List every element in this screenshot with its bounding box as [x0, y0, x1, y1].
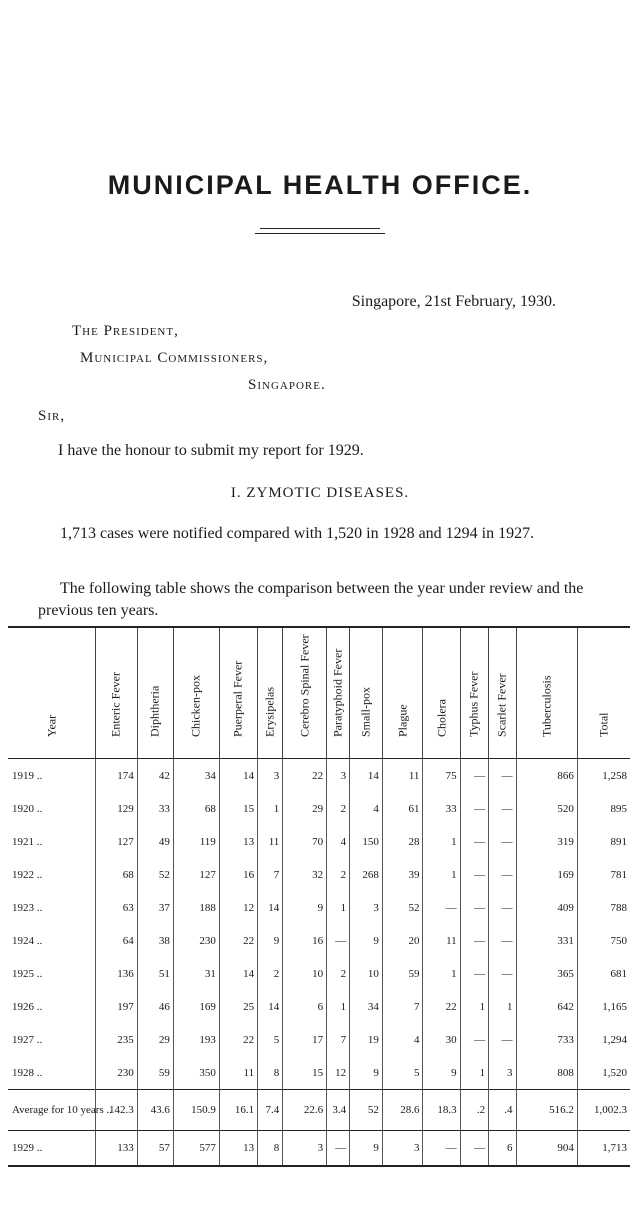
table-cell: 1 [258, 792, 283, 825]
row-label: 1919 .. [8, 759, 96, 793]
table-cell: 3 [350, 891, 383, 924]
table-cell: 14 [350, 759, 383, 793]
table-cell: — [489, 759, 516, 793]
table-cell: 1,520 [602, 1066, 627, 1079]
table-cell: 9 [350, 1056, 383, 1090]
table-cell: 2 [327, 792, 350, 825]
zymotic-diseases-table [8, 626, 630, 1154]
table-cell: 16 [219, 858, 257, 891]
table-cell: 129 [96, 792, 138, 825]
table-cell: 9 [350, 1131, 383, 1167]
table-cell: 3 [489, 1056, 516, 1090]
table-cell: 11 [258, 825, 283, 858]
salutation: Sir, [38, 408, 66, 424]
table-cell: 19 [350, 1023, 383, 1056]
table-cell: 174 [96, 759, 138, 793]
row-label: 1928 .. [8, 1056, 96, 1090]
table-cell: 8 [258, 1056, 283, 1090]
column-header-label: Typhus Fever [466, 671, 481, 737]
table-cell: 5 [382, 1056, 423, 1090]
column-header-label: Year [44, 714, 59, 737]
table-cell: 3 [382, 1131, 423, 1167]
table-cell: 169 [516, 858, 577, 891]
table-cell: 895 [610, 802, 627, 815]
table-cell: — [460, 1131, 488, 1167]
table-cell: 13 [219, 1131, 257, 1167]
table-cell: 781 [610, 868, 627, 881]
paragraph-cases: 1,713 cases were notified compared with 1,520 in 1928 and 1294 in 1927. [60, 525, 535, 542]
table-cell: 15 [283, 1056, 327, 1090]
table-cell: 42 [137, 759, 173, 793]
table-cell: 3 [258, 759, 283, 793]
table-cell: 193 [173, 1023, 219, 1056]
table-cell: 51 [137, 957, 173, 990]
table-cell: .4 [489, 1090, 516, 1131]
table-cell: 1,294 [602, 1033, 627, 1046]
table-cell: 5 [258, 1023, 283, 1056]
table-cell: 9 [283, 891, 327, 924]
column-header-label: Cerebro Spinal Fever [297, 634, 312, 737]
table-cell: 7.4 [258, 1090, 283, 1131]
table-cell: 61 [382, 792, 423, 825]
table-cell: 17 [283, 1023, 327, 1056]
table-cell: 169 [173, 990, 219, 1023]
table-cell: 11 [382, 759, 423, 793]
table-cell: — [460, 891, 488, 924]
table-cell: 4 [350, 792, 383, 825]
table-cell: 68 [96, 858, 138, 891]
table-cell: 188 [173, 891, 219, 924]
table-cell: 1 [423, 858, 460, 891]
table-cell: 7 [258, 858, 283, 891]
table-row [8, 891, 630, 924]
table-body [8, 759, 630, 1167]
address-line-1: The President, [72, 323, 179, 339]
table-cell: 9 [350, 924, 383, 957]
column-header [258, 627, 283, 759]
table-cell: 3 [327, 759, 350, 793]
table-cell: 3 [283, 1131, 327, 1167]
table-cell: 22.6 [283, 1090, 327, 1131]
table-cell: 22 [219, 924, 257, 957]
table-row [8, 1023, 630, 1056]
column-header [283, 627, 327, 759]
table-cell: 7 [382, 990, 423, 1023]
page-title: MUNICIPAL HEALTH OFFICE. [107, 170, 533, 200]
table-cell: — [489, 924, 516, 957]
row-label: 1926 .. [8, 990, 96, 1023]
table-cell: 8 [258, 1131, 283, 1167]
table-row [8, 1056, 630, 1090]
row-label: 1929 .. [8, 1131, 96, 1167]
column-header [489, 627, 516, 759]
table-cell: — [460, 759, 488, 793]
table-cell: — [460, 858, 488, 891]
column-header-label: Puerperal Fever [230, 660, 245, 737]
table-cell: — [327, 1131, 350, 1167]
table-cell: 64 [96, 924, 138, 957]
column-header [8, 627, 96, 759]
table-row [8, 792, 630, 825]
table-cell: 235 [96, 1023, 138, 1056]
row-label: 1921 .. [8, 825, 96, 858]
column-header [173, 627, 219, 759]
table-cell: 22 [283, 759, 327, 793]
table-cell: 3.4 [327, 1090, 350, 1131]
table-cell: 150 [350, 825, 383, 858]
table-cell: 14 [219, 759, 257, 793]
title-rule-top [260, 228, 380, 229]
table-cell: 2 [327, 957, 350, 990]
table-cell: 142.3 [96, 1090, 138, 1131]
column-header-label: Chicken-pox [188, 675, 203, 737]
table-cell: 1,258 [602, 769, 627, 782]
table-cell: 75 [423, 759, 460, 793]
table-cell: 1 [460, 990, 488, 1023]
column-header-label: Erysipelas [262, 687, 277, 737]
table-cell: 68 [173, 792, 219, 825]
table-cell: 230 [173, 924, 219, 957]
column-header-label: Cholera [434, 699, 449, 737]
table-cell: 577 [173, 1131, 219, 1167]
table-cell: 1,002.3 [577, 1090, 630, 1131]
table-cell: 33 [423, 792, 460, 825]
column-header-label: Tuberculosis [539, 675, 554, 737]
table-cell: 9 [258, 924, 283, 957]
address-line-3: Singapore. [248, 377, 326, 393]
table-cell: 57 [137, 1131, 173, 1167]
table-cell: 14 [258, 990, 283, 1023]
table-cell: 268 [350, 858, 383, 891]
column-header-label: Total [596, 712, 611, 737]
table-cell: — [423, 1131, 460, 1167]
table-cell: 516.2 [516, 1090, 577, 1131]
table-cell: 1 [327, 990, 350, 1023]
column-header [382, 627, 423, 759]
table-cell: 30 [423, 1023, 460, 1056]
table-cell: 127 [173, 858, 219, 891]
table-cell: 49 [137, 825, 173, 858]
table-cell: 25 [219, 990, 257, 1023]
table-row [8, 990, 630, 1023]
table-cell: 52 [137, 858, 173, 891]
table-cell: 136 [96, 957, 138, 990]
table-cell: 1 [460, 1056, 488, 1090]
table-cell: — [489, 891, 516, 924]
table-cell: — [489, 858, 516, 891]
table-cell: 12 [327, 1056, 350, 1090]
table-cell: 4 [382, 1023, 423, 1056]
table-cell: 230 [96, 1056, 138, 1090]
table-cell: 46 [137, 990, 173, 1023]
table-cell: 808 [516, 1056, 577, 1090]
column-header [516, 627, 577, 759]
paragraph-comparison: The following table shows the comparison between the year under review and the previous ten years. [38, 580, 584, 619]
table-cell: — [460, 825, 488, 858]
column-header [460, 627, 488, 759]
table-cell: 38 [137, 924, 173, 957]
table-cell: 197 [96, 990, 138, 1023]
table-cell: 16 [283, 924, 327, 957]
column-header-label: Plague [395, 704, 410, 737]
table-row [8, 825, 630, 858]
table-cell: 866 [516, 759, 577, 793]
column-header-label: Diphtheria [147, 685, 162, 737]
average-row [8, 1090, 630, 1131]
table-cell: 70 [283, 825, 327, 858]
table-header-row [8, 627, 630, 759]
table-cell: 10 [350, 957, 383, 990]
table-cell: 133 [96, 1131, 138, 1167]
table-cell: 642 [516, 990, 577, 1023]
table-cell: 22 [423, 990, 460, 1023]
table-cell: 6 [489, 1131, 516, 1167]
table-row [8, 924, 630, 957]
table-cell: 12 [219, 891, 257, 924]
table-cell: 7 [327, 1023, 350, 1056]
section-heading: I. ZYMOTIC DISEASES. [230, 485, 410, 501]
table-cell: 2 [327, 858, 350, 891]
row-label: 1920 .. [8, 792, 96, 825]
table-cell: 150.9 [173, 1090, 219, 1131]
letter-date: Singapore, 21st February, 1930. [351, 293, 556, 310]
row-label: 1927 .. [8, 1023, 96, 1056]
table-cell: 22 [219, 1023, 257, 1056]
table-cell: — [460, 924, 488, 957]
row-label: 1923 .. [8, 891, 96, 924]
intro-paragraph: I have the honour to submit my report for 1929. [58, 442, 364, 459]
table-cell: 1 [423, 957, 460, 990]
table-cell: 409 [516, 891, 577, 924]
table-row [8, 858, 630, 891]
table-cell: 733 [516, 1023, 577, 1056]
row-label: 1924 .. [8, 924, 96, 957]
table-cell: 29 [137, 1023, 173, 1056]
column-header [327, 627, 350, 759]
table-cell: 119 [173, 825, 219, 858]
table-cell: 520 [516, 792, 577, 825]
table-cell: 34 [173, 759, 219, 793]
table-cell: 28 [382, 825, 423, 858]
table-cell: 31 [173, 957, 219, 990]
table-cell: — [489, 1023, 516, 1056]
table-cell: 13 [219, 825, 257, 858]
table-cell: 59 [382, 957, 423, 990]
table-cell: 14 [258, 891, 283, 924]
table-cell: 1,713 [577, 1131, 630, 1167]
table-cell: 6 [283, 990, 327, 1023]
table-cell: 1 [423, 825, 460, 858]
table-cell: 43.6 [137, 1090, 173, 1131]
table-cell: 11 [219, 1056, 257, 1090]
row-label: 1925 .. [8, 957, 96, 990]
table-cell: 14 [219, 957, 257, 990]
table-cell: 1,165 [602, 1000, 627, 1013]
table-cell: 4 [327, 825, 350, 858]
table-cell: — [460, 1023, 488, 1056]
table-cell: 750 [610, 934, 627, 947]
table-cell: — [489, 957, 516, 990]
table-cell: 29 [283, 792, 327, 825]
table-cell: 788 [610, 901, 627, 914]
table-cell: .2 [460, 1090, 488, 1131]
table-cell: 39 [382, 858, 423, 891]
table-cell: 350 [173, 1056, 219, 1090]
table-cell: 28.6 [382, 1090, 423, 1131]
table-cell: 18.3 [423, 1090, 460, 1131]
table-cell: 1 [489, 990, 516, 1023]
column-header-label: Small-pox [358, 687, 373, 737]
table-cell: 15 [219, 792, 257, 825]
table-cell: 891 [610, 835, 627, 848]
column-header [423, 627, 460, 759]
table-cell: 9 [423, 1056, 460, 1090]
table-cell: — [327, 924, 350, 957]
column-header-label: Paratyphoid Fever [330, 648, 345, 737]
table-cell: 32 [283, 858, 327, 891]
table-cell: 319 [516, 825, 577, 858]
table-cell: 127 [96, 825, 138, 858]
table-cell: — [423, 891, 460, 924]
table-row [8, 957, 630, 990]
column-header [350, 627, 383, 759]
table-cell: — [460, 792, 488, 825]
table-cell: 20 [382, 924, 423, 957]
table-cell: 34 [350, 990, 383, 1023]
address-line-2: Municipal Commissioners, [80, 350, 269, 366]
current-year-row [8, 1131, 630, 1167]
table-cell: 11 [423, 924, 460, 957]
table-cell: — [489, 792, 516, 825]
row-label: 1922 .. [8, 858, 96, 891]
table-cell: 59 [137, 1056, 173, 1090]
table-cell: 63 [96, 891, 138, 924]
table-cell: 2 [258, 957, 283, 990]
column-header [577, 627, 630, 759]
table-cell: — [489, 825, 516, 858]
row-label: Average for 10 years .. [8, 1090, 96, 1131]
column-header-label: Enteric Fever [108, 672, 123, 737]
table-cell: 365 [516, 957, 577, 990]
table-cell: 52 [382, 891, 423, 924]
table-cell: 1 [327, 891, 350, 924]
table-cell: 10 [283, 957, 327, 990]
column-header [137, 627, 173, 759]
title-rule-bottom [255, 233, 385, 234]
table-cell: 904 [516, 1131, 577, 1167]
column-header-label: Scarlet Fever [494, 673, 509, 737]
table-cell: 16.1 [219, 1090, 257, 1131]
table-cell: 331 [516, 924, 577, 957]
column-header [96, 627, 138, 759]
table-cell: 52 [350, 1090, 383, 1131]
table-row [8, 759, 630, 793]
table-cell: 33 [137, 792, 173, 825]
column-header [219, 627, 257, 759]
table-cell: 681 [610, 967, 627, 980]
table-cell: — [460, 957, 488, 990]
table-cell: 37 [137, 891, 173, 924]
